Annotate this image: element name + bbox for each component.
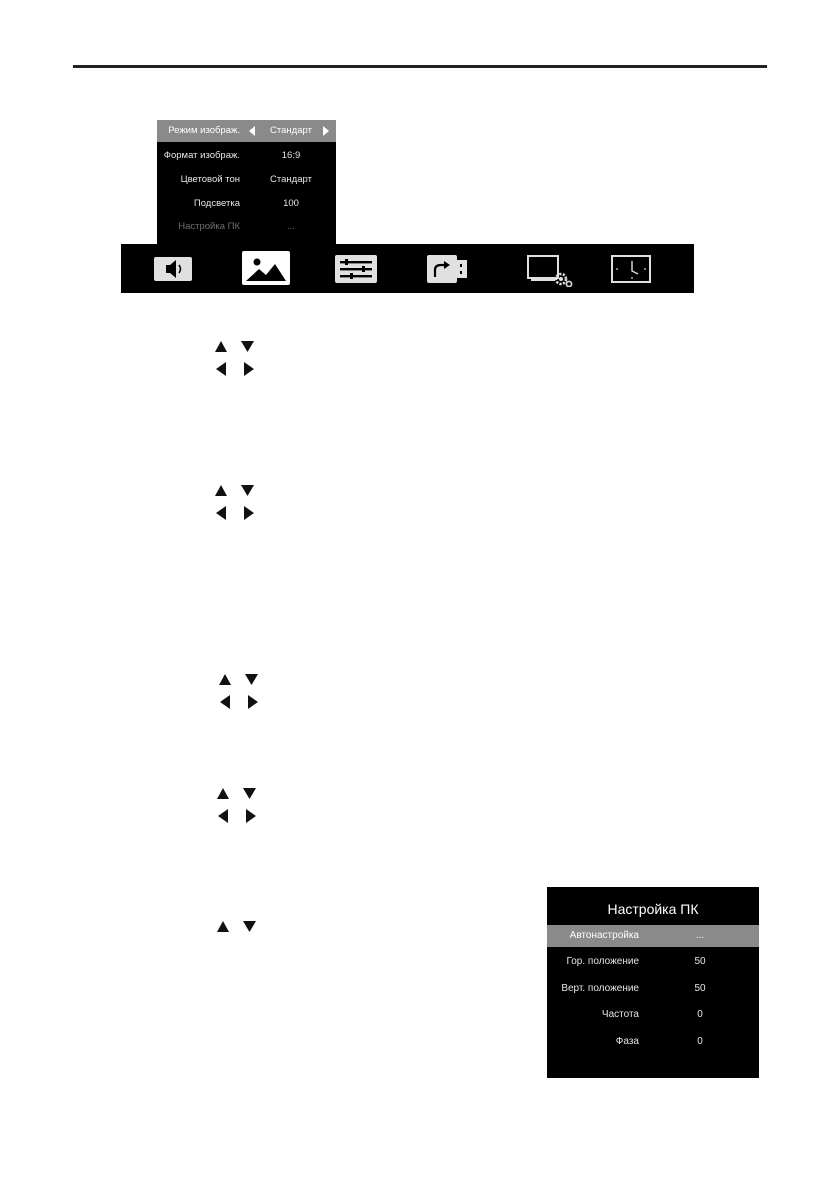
nav-up-down-icon — [214, 340, 256, 354]
row-label: Гор. положение — [566, 956, 639, 967]
row-value: 0 — [697, 1036, 703, 1047]
pc-setup-menu — [547, 887, 759, 1078]
menu-row-frequency[interactable] — [547, 1004, 759, 1026]
row-label: Цветовой тон — [180, 174, 240, 185]
row-label: Фаза — [615, 1036, 639, 1047]
row-label: Настройка ПК — [178, 221, 240, 232]
top-rule — [73, 65, 767, 68]
menu-row-picture-mode[interactable] — [157, 120, 336, 142]
menu-row-aspect-ratio[interactable] — [157, 145, 336, 167]
row-label: Автонастройка — [569, 930, 639, 941]
row-value: ... — [287, 221, 295, 232]
row-label: Формат изображ. — [163, 150, 240, 161]
nav-up-down-icon — [214, 484, 256, 498]
nav-left-right-icon — [216, 808, 258, 824]
row-label: Частота — [601, 1009, 639, 1020]
row-label: Подсветка — [193, 198, 240, 209]
picture-icon[interactable] — [242, 251, 290, 285]
nav-left-right-icon — [218, 694, 260, 710]
screen-settings-icon[interactable] — [527, 255, 573, 287]
arrow-left-icon[interactable] — [249, 126, 255, 136]
row-value: 50 — [694, 983, 706, 994]
menu-row-backlight[interactable] — [157, 193, 336, 215]
row-value: 0 — [697, 1009, 703, 1020]
menu-row-phase[interactable] — [547, 1031, 759, 1053]
picture-menu — [157, 120, 336, 244]
arrow-right-icon[interactable] — [323, 126, 329, 136]
menu-row-color-tone[interactable] — [157, 169, 336, 191]
settings-sliders-icon[interactable] — [335, 255, 377, 283]
nav-left-right-icon — [214, 361, 256, 377]
menu-title: Настройка ПК — [607, 901, 699, 917]
menu-row-h-position[interactable] — [547, 951, 759, 973]
menu-icon-bar — [121, 244, 694, 293]
nav-up-down-icon — [216, 787, 258, 801]
menu-row-v-position[interactable] — [547, 978, 759, 1000]
row-value: 50 — [694, 956, 706, 967]
row-value: 16:9 — [281, 150, 301, 161]
speaker-icon[interactable] — [154, 257, 192, 281]
menu-row-auto-adjust[interactable] — [547, 925, 759, 947]
row-value: ... — [695, 930, 705, 941]
row-value: 100 — [283, 198, 299, 209]
row-value: Стандарт — [270, 125, 312, 136]
nav-up-down-icon — [218, 673, 260, 687]
row-value: Стандарт — [270, 174, 312, 185]
nav-left-right-icon — [214, 505, 256, 521]
usb-icon[interactable] — [427, 255, 467, 283]
clock-icon[interactable] — [611, 255, 651, 283]
menu-row-pc-setup[interactable] — [157, 216, 336, 238]
nav-up-down-icon — [216, 920, 258, 934]
row-label: Режим изображ. — [168, 125, 240, 136]
row-label: Верт. положение — [561, 983, 639, 994]
